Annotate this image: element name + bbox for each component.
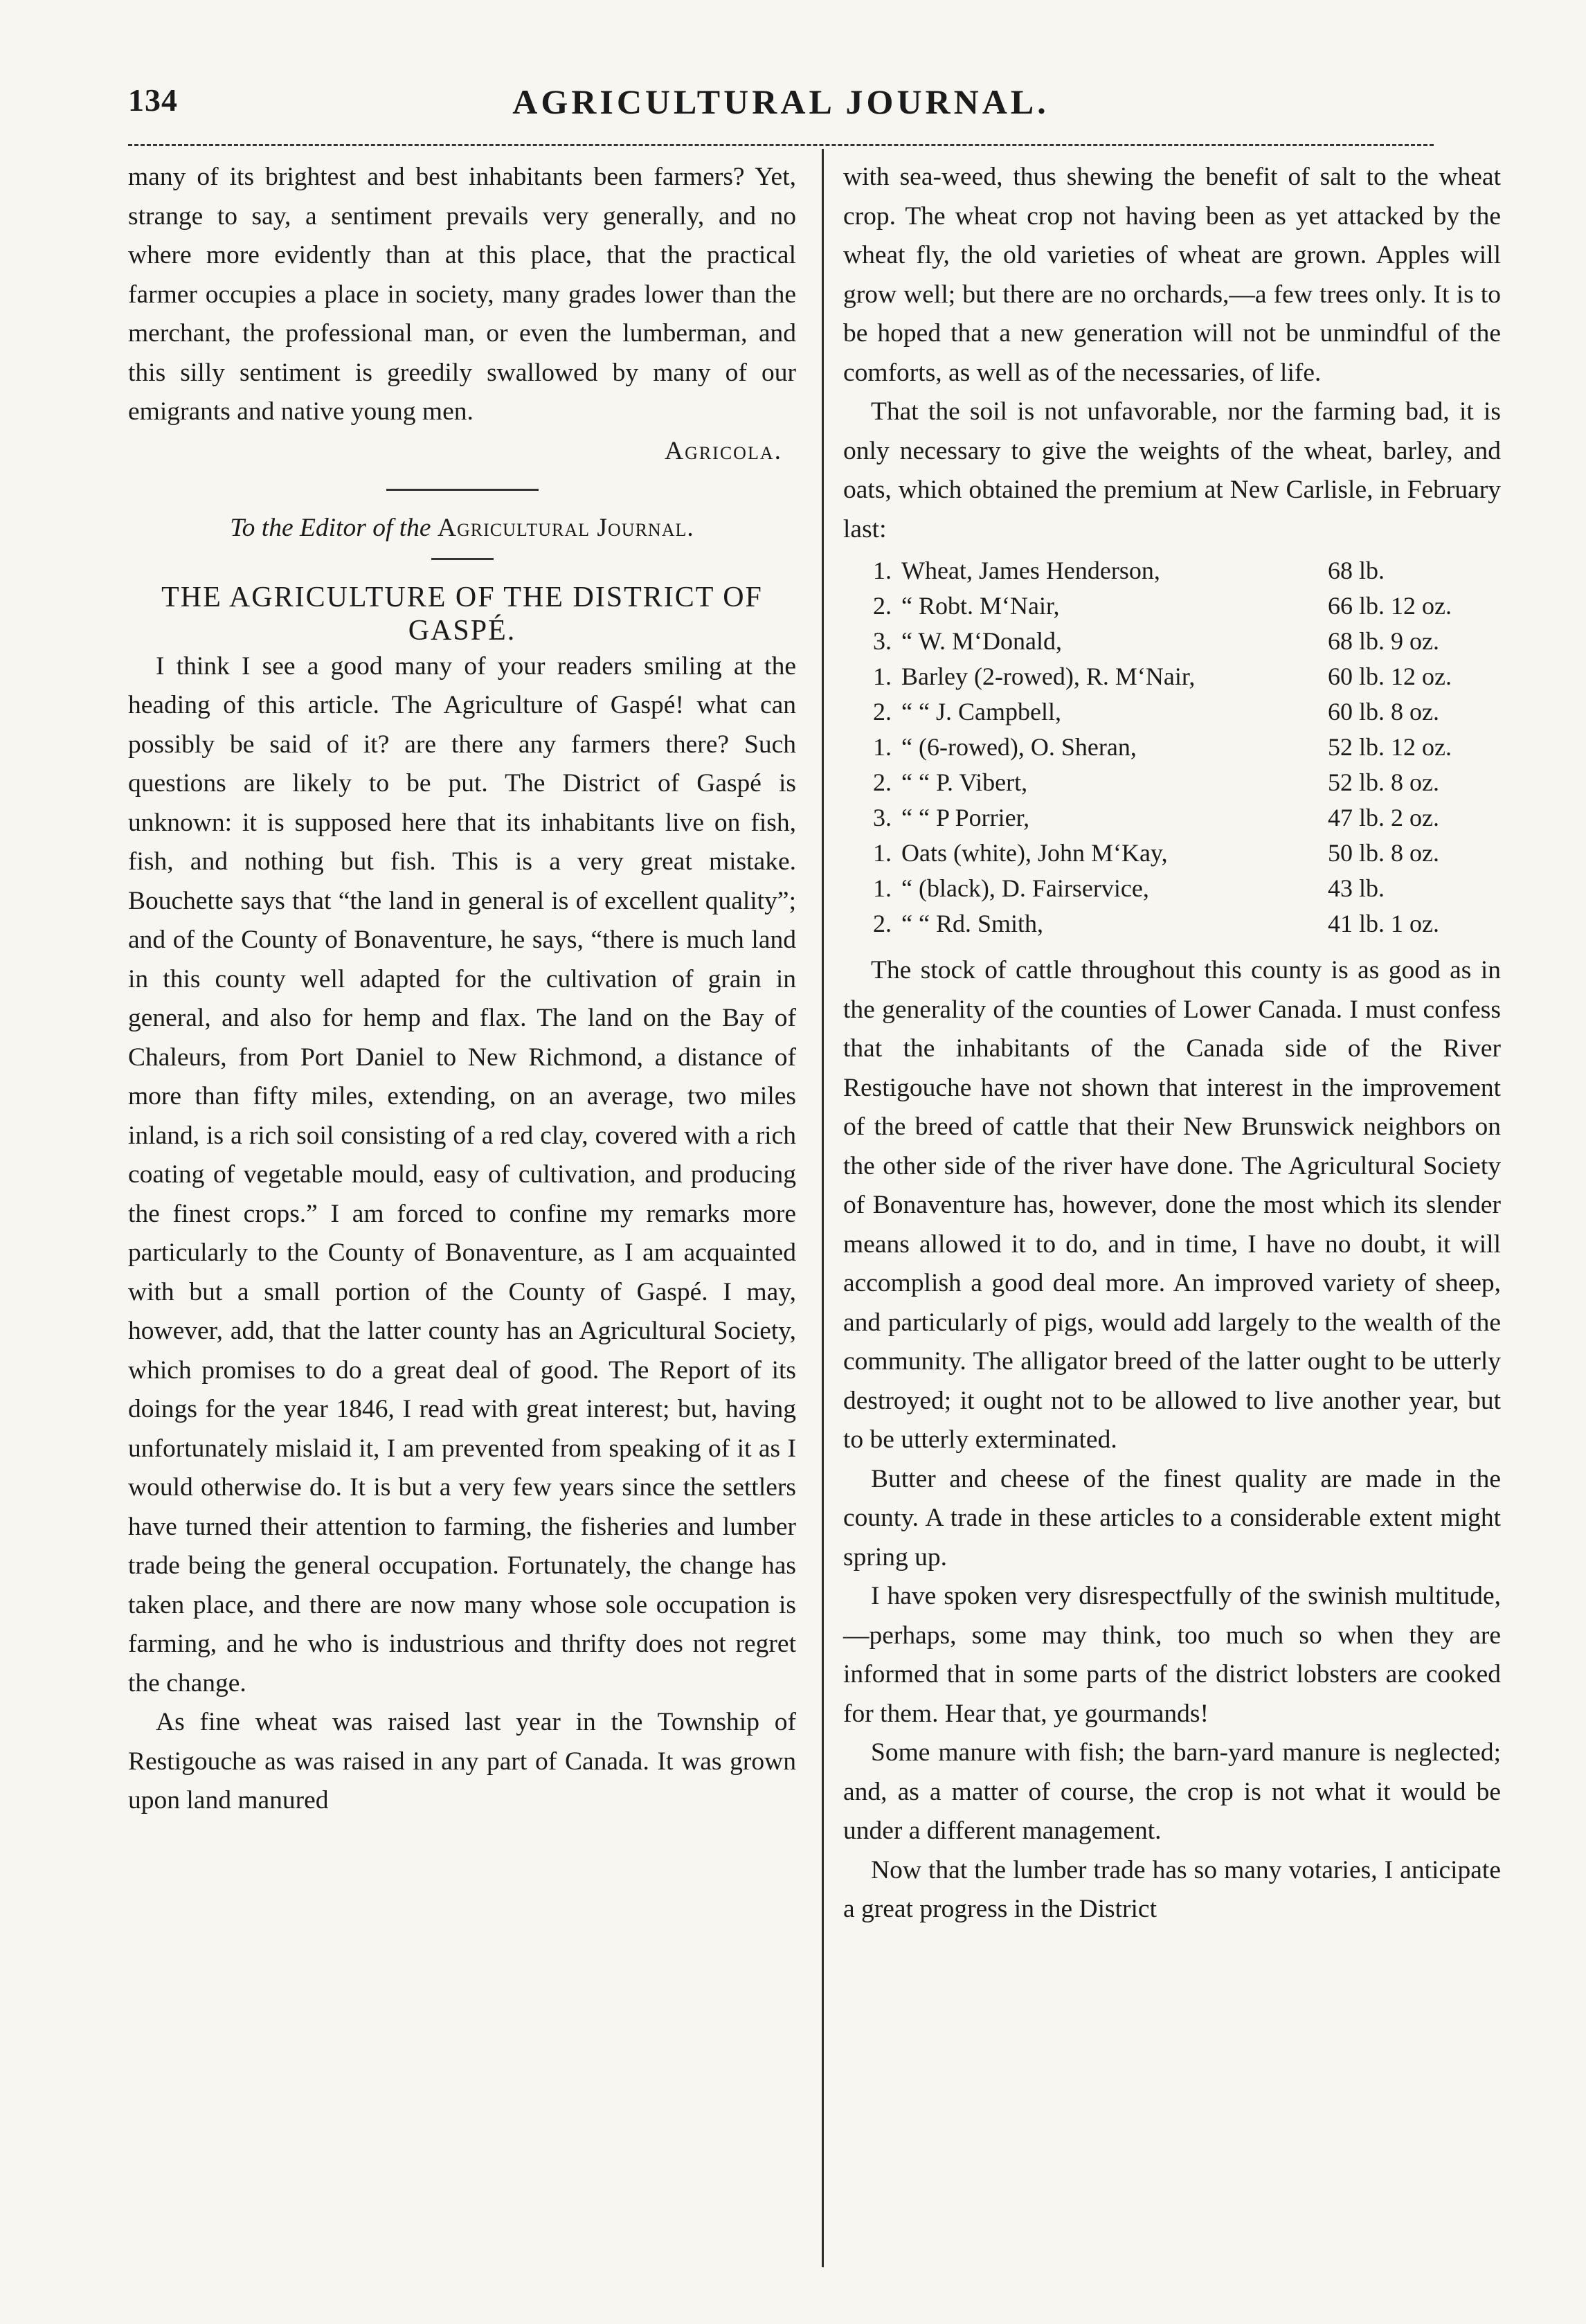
premium-entry: [843, 906, 1501, 942]
body-paragraph: The stock of cattle throughout this county is as good as in the generality of the counties of Lower Canada. I must confess that the inhabitants of the Canada side of the River Restigouche have not shown that interest in the improvement of the breed of cattle that their New Brunswick neighbors on the other side of the river have done. The Agricultural Society of Bonaventure has, however, done the most which its slender means allowed it to do, and in time, I have no doubt, it will accomplish a good deal more. An improved variety of sheep, and particularly of pigs, would add largely to the wealth of the community. The alligator breed of the latter ought to be utterly destroyed; it ought not to be allowed to live another year, but to be utterly exterminated.: [843, 956, 1501, 1454]
premium-entry: [843, 659, 1501, 694]
right-column: [843, 158, 1501, 1929]
premium-entry: [843, 765, 1501, 800]
editor-line-prefix: To the Editor of the: [230, 514, 431, 542]
premium-weight: 52 lb. 12 oz.: [1328, 733, 1452, 761]
premium-rank: 2.: [873, 910, 892, 937]
premium-entry: [843, 800, 1501, 836]
premium-weight: 60 lb. 12 oz.: [1328, 663, 1452, 690]
premium-entrant: “ “ Rd. Smith,: [901, 910, 1043, 937]
premium-entrant: “ (black), D. Fairservice,: [901, 874, 1149, 902]
premium-entrant: “ “ P Porrier,: [901, 804, 1030, 831]
premium-entrant: “ W. M‘Donald,: [901, 627, 1062, 655]
premium-weight: 66 lb. 12 oz.: [1328, 592, 1452, 620]
body-paragraph: I have spoken very disrespectfully of the swinish multitude,—perhaps, some may think, too much so when they are informed that in some parts of the district lobsters are cooked for them. Hear that, ye gourmands!: [843, 1582, 1501, 1728]
left-column: [128, 158, 796, 1821]
premium-rank: 1.: [873, 557, 892, 584]
premium-weight: 52 lb. 8 oz.: [1328, 768, 1439, 796]
premium-rank: 2.: [873, 592, 892, 620]
editor-line-journal: Agricultural Journal.: [437, 514, 694, 542]
premium-entry: [843, 624, 1501, 659]
body-paragraph: Some manure with fish; the barn-yard manure is neglected; and, as a matter of course, the crop is not what it would be under a different management.: [843, 1738, 1501, 1845]
page-header: [128, 82, 1434, 130]
body-paragraph: I think I see a good many of your readers smiling at the heading of this article. The Agriculture of Gaspé! what can possibly be said of it? are there any farmers there? Such questions are likely to be put. The District of Gaspé is unknown: it is supposed here that its inhabitants live on fish, fish, and nothing but fish. This is a very great mistake. Bouchette says that “the land in general is of excellent quality”; and of the County of Bonaventure, he says, “there is much land in this county well adapted for the cultivation of grain in general, and also for hemp and flax. The land on the Bay of Chaleurs, from Port Daniel to New Richmond, a distance of more than fifty miles, extending, on an average, two miles inland, is a rich soil consisting of a red clay, covered with a rich coating of vegetable mould, easy of cultivation, and producing the finest crops.” I am forced to confine my remarks more particularly to the County of Bonaventure, as I am acquainted with but a small portion of the County of Gaspé. I may, however, add, that the latter county has an Agricultural Society, which promises to do a great deal of good. The Report of its doings for the year 1846, I read with great interest; but, having unfortunately mislaid it, I am prevented from speaking of it as I would otherwise do. It is but a very few years since the settlers have turned their attention to farming, the fisheries and lumber trade being the general occupation. Fortunately, the change has taken place, and there are now many whose sole occupation is farming, and he who is industrious and thrifty does not regret the change.: [128, 651, 796, 1697]
closing-paragraph: many of its brightest and best inhabitants been farmers? Yet, strange to say, a sentiment prevails very generally, and no where more evidently than at this place, that the practical farmer occupies a place in society, many grades lower than the merchant, the professional man, or even the lumberman, and this silly sentiment is greedily swallowed by many of our emigrants and native young men.: [128, 163, 796, 426]
premium-rank: 1.: [873, 874, 892, 902]
premium-entry: [843, 694, 1501, 730]
page-number: 134: [128, 82, 178, 118]
premium-entrant: “ (6-rowed), O. Sheran,: [901, 733, 1137, 761]
premium-weight: 60 lb. 8 oz.: [1328, 698, 1439, 726]
premium-entry: [843, 730, 1501, 765]
premium-entrant: “ “ P. Vibert,: [901, 768, 1028, 796]
premium-entrant: “ Robt. M‘Nair,: [901, 592, 1060, 620]
premium-rank: 3.: [873, 627, 892, 655]
premium-entry: [843, 588, 1501, 624]
premium-weight: 47 lb. 2 oz.: [1328, 804, 1439, 831]
premium-list: [843, 553, 1501, 942]
premium-entry: [843, 553, 1501, 588]
premium-entry: [843, 871, 1501, 906]
premium-weight: 68 lb. 9 oz.: [1328, 627, 1439, 655]
body-paragraph: with sea-weed, thus shewing the benefit of salt to the wheat crop. The wheat crop not having been as yet attacked by the wheat fly, the old varieties of wheat are grown. Apples will grow well; but there are no orchards,—a few trees only. It is to be hoped that a new generation will not be unmindful of the comforts, as well as of the necessaries, of life.: [843, 163, 1501, 387]
column-divider: [822, 149, 824, 2267]
premium-rank: 2.: [873, 768, 892, 796]
premium-entrant: “ “ J. Campbell,: [901, 698, 1061, 726]
body-paragraph: Now that the lumber trade has so many votaries, I anticipate a great progress in the District: [843, 1855, 1501, 1923]
signature: Agricola.: [664, 436, 782, 465]
premium-rank: 1.: [873, 839, 892, 867]
running-title: AGRICULTURAL JOURNAL.: [512, 82, 1049, 121]
premium-weight: 43 lb.: [1328, 874, 1385, 902]
premium-rank: 1.: [873, 663, 892, 690]
premium-entrant: Barley (2-rowed), R. M‘Nair,: [901, 663, 1196, 690]
premium-rank: 2.: [873, 698, 892, 726]
premium-rank: 1.: [873, 733, 892, 761]
body-paragraph: That the soil is not unfavorable, nor the farming bad, it is only necessary to give the weights of the wheat, barley, and oats, which obtained the premium at New Carlisle, in February last:: [843, 397, 1501, 543]
premium-entrant: Oats (white), John M‘Kay,: [901, 839, 1168, 867]
premium-rank: 3.: [873, 804, 892, 831]
editor-salutation: [128, 509, 796, 548]
premium-entrant: Wheat, James Henderson,: [901, 557, 1160, 584]
title-rule: [431, 558, 494, 560]
premium-entry: [843, 836, 1501, 871]
premium-weight: 68 lb.: [1328, 557, 1385, 584]
header-rule: [128, 144, 1434, 146]
premium-weight: 50 lb. 8 oz.: [1328, 839, 1439, 867]
section-rule: [386, 489, 539, 491]
body-paragraph: As fine wheat was raised last year in the Township of Restigouche as was raised in any part of Canada. It was grown upon land manured: [128, 1708, 796, 1814]
article-title: THE AGRICULTURE OF THE DISTRICT OF GASPÉ.: [161, 581, 763, 647]
body-paragraph: Butter and cheese of the finest quality are made in the county. A trade in these articles to a considerable extent might spring up.: [843, 1464, 1501, 1571]
premium-weight: 41 lb. 1 oz.: [1328, 910, 1439, 937]
